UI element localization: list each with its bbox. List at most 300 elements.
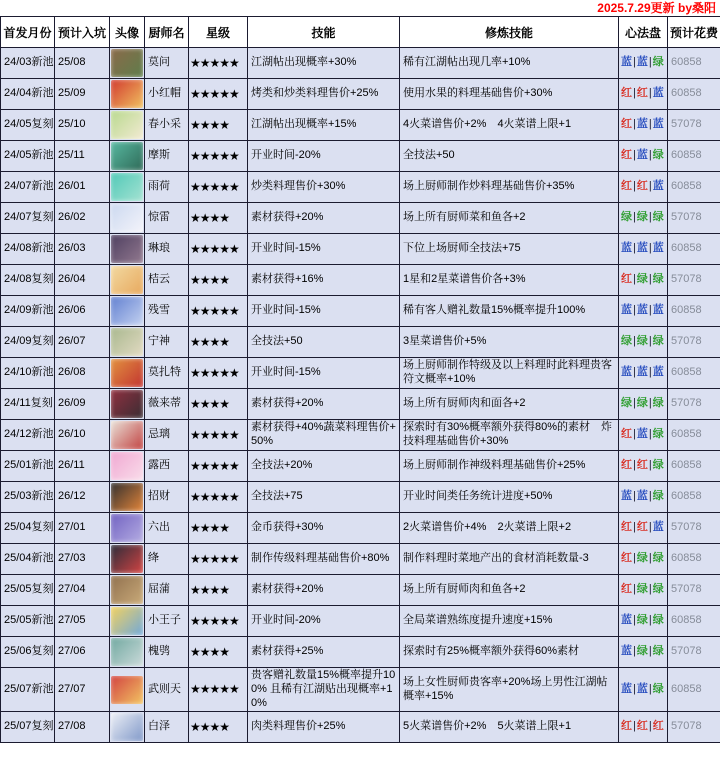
disk-color-2: 绿 (636, 552, 648, 565)
skill-cell: 素材获得+16% (248, 265, 400, 296)
star-rating-cell: ★★★★★ (189, 420, 248, 451)
chef-avatar (111, 297, 143, 325)
star-rating-cell: ★★★★★ (189, 79, 248, 110)
disk-color-2: 绿 (636, 273, 648, 286)
disk-separator: | (633, 614, 636, 627)
cost-cell: 60858 (668, 296, 720, 327)
training-skill-cell: 3星菜谱售价+5% (400, 327, 619, 358)
disk-separator: | (633, 87, 636, 100)
avatar-cell (110, 712, 145, 743)
cost-cell: 60858 (668, 48, 720, 79)
skill-cell: 开业时间-15% (248, 358, 400, 389)
training-skill-cell: 制作料理时菜地产出的食材消耗数量-3 (400, 544, 619, 575)
release-month-cell: 25/07新池 (1, 668, 55, 712)
chef-avatar (111, 483, 143, 511)
training-skill-cell: 探索时有30%概率额外获得80%的素材 炸技料理基础售价+30% (400, 420, 619, 451)
chef-row (1, 668, 720, 712)
skill-cell: 江湖帖出现概率+15% (248, 110, 400, 141)
disk-color-1: 红 (621, 583, 632, 596)
cost-cell: 60858 (668, 606, 720, 637)
disk-separator: | (648, 242, 652, 255)
disk-separator: | (633, 428, 636, 441)
mind-disk-cell (619, 172, 668, 203)
training-skill-cell: 场上所有厨师肉和面各+2 (400, 389, 619, 420)
disk-color-3: 蓝 (652, 242, 664, 255)
chef-name-cell: 忌璃 (145, 420, 189, 451)
disk-color-2: 蓝 (636, 490, 648, 503)
training-skill-cell: 场上所有厨师菜和鱼各+2 (400, 203, 619, 234)
skill-cell: 开业时间-15% (248, 296, 400, 327)
chef-name-cell: 露西 (145, 451, 189, 482)
mind-disk-cell (619, 234, 668, 265)
disk-color-2: 绿 (636, 335, 648, 348)
disk-color-2: 蓝 (636, 428, 648, 441)
star-rating-cell: ★★★★★ (189, 296, 248, 327)
chef-name-cell: 小红帽 (145, 79, 189, 110)
entry-month-cell: 27/08 (55, 712, 110, 743)
cost-cell: 60858 (668, 482, 720, 513)
chef-row (1, 265, 720, 296)
chef-row (1, 637, 720, 668)
mind-disk-cell (619, 203, 668, 234)
cost-cell: 60858 (668, 234, 720, 265)
column-header-skill: 技能 (248, 17, 400, 48)
disk-color-3: 蓝 (652, 366, 664, 379)
mind-disk-cell (619, 606, 668, 637)
disk-color-1: 红 (621, 180, 632, 193)
skill-cell: 素材获得+25% (248, 637, 400, 668)
entry-month-cell: 25/09 (55, 79, 110, 110)
skill-cell: 开业时间-20% (248, 141, 400, 172)
entry-month-cell: 26/09 (55, 389, 110, 420)
disk-color-1: 红 (621, 459, 632, 472)
entry-month-cell: 27/05 (55, 606, 110, 637)
disk-separator: | (648, 552, 652, 565)
release-month-cell: 24/03新池 (1, 48, 55, 79)
cost-cell: 60858 (668, 172, 720, 203)
disk-color-2: 红 (636, 87, 648, 100)
chef-avatar (111, 713, 143, 741)
skill-cell: 开业时间-15% (248, 234, 400, 265)
disk-color-1: 红 (621, 428, 632, 441)
disk-color-1: 红 (621, 118, 632, 131)
skill-cell: 制作传级料理基础售价+80% (248, 544, 400, 575)
avatar-cell (110, 420, 145, 451)
mind-disk-cell (619, 482, 668, 513)
column-header-avatar: 头像 (110, 17, 145, 48)
training-skill-cell: 场上厨师制作特级及以上料理时此料理贵客符文概率+10% (400, 358, 619, 389)
disk-color-1: 红 (621, 149, 632, 162)
disk-color-2: 蓝 (636, 56, 648, 69)
skill-cell: 全技法+50 (248, 327, 400, 358)
mind-disk-cell (619, 451, 668, 482)
entry-month-cell: 25/11 (55, 141, 110, 172)
chef-avatar (111, 204, 143, 232)
entry-month-cell: 26/02 (55, 203, 110, 234)
mind-disk-cell (619, 358, 668, 389)
entry-month-cell: 26/04 (55, 265, 110, 296)
chef-row (1, 482, 720, 513)
disk-color-3: 绿 (652, 614, 664, 627)
chef-row (1, 513, 720, 544)
skill-cell: 贵客赠礼数量15%概率提升100% 且稀有江湖贴出现概率+10% (248, 668, 400, 712)
cost-cell: 57078 (668, 110, 720, 141)
disk-separator: | (633, 366, 636, 379)
mind-disk-cell (619, 637, 668, 668)
star-rating-cell: ★★★★ (189, 327, 248, 358)
training-skill-cell: 场上女性厨师贵客率+20%场上男性江湖帖概率+15% (400, 668, 619, 712)
avatar-cell (110, 203, 145, 234)
chef-avatar (111, 638, 143, 666)
release-month-cell: 24/10新池 (1, 358, 55, 389)
chef-avatar (111, 359, 143, 387)
release-month-cell: 25/05新池 (1, 606, 55, 637)
disk-color-1: 蓝 (621, 304, 632, 317)
cost-cell: 57078 (668, 389, 720, 420)
disk-color-2: 蓝 (636, 304, 648, 317)
star-rating-cell: ★★★★ (189, 389, 248, 420)
disk-separator: | (648, 583, 652, 596)
disk-color-1: 蓝 (621, 645, 632, 658)
chef-avatar (111, 142, 143, 170)
disk-color-1: 红 (621, 87, 632, 100)
cost-cell: 57078 (668, 265, 720, 296)
entry-month-cell: 26/06 (55, 296, 110, 327)
disk-separator: | (648, 335, 652, 348)
chef-name-cell: 摩斯 (145, 141, 189, 172)
mind-disk-cell (619, 389, 668, 420)
disk-separator: | (648, 614, 652, 627)
chef-name-cell: 莫问 (145, 48, 189, 79)
chef-name-cell: 琳琅 (145, 234, 189, 265)
disk-color-3: 绿 (652, 56, 664, 69)
disk-color-2: 绿 (636, 397, 648, 410)
disk-separator: | (633, 118, 636, 131)
chef-row (1, 575, 720, 606)
chef-row (1, 48, 720, 79)
cost-cell: 57078 (668, 637, 720, 668)
disk-separator: | (633, 211, 636, 224)
avatar-cell (110, 389, 145, 420)
disk-color-2: 红 (636, 459, 648, 472)
chef-name-cell: 白泽 (145, 712, 189, 743)
disk-color-3: 绿 (652, 459, 664, 472)
chef-avatar (111, 421, 143, 449)
avatar-cell (110, 141, 145, 172)
release-month-cell: 24/08新池 (1, 234, 55, 265)
avatar-cell (110, 327, 145, 358)
release-month-cell: 24/12新池 (1, 420, 55, 451)
chef-row (1, 110, 720, 141)
cost-cell: 57078 (668, 712, 720, 743)
star-rating-cell: ★★★★ (189, 110, 248, 141)
training-skill-cell: 稀有江湖帖出现几率+10% (400, 48, 619, 79)
mind-disk-cell (619, 544, 668, 575)
disk-separator: | (633, 583, 636, 596)
disk-separator: | (633, 335, 636, 348)
avatar-cell (110, 172, 145, 203)
disk-separator: | (633, 273, 636, 286)
column-header-chef-name: 厨师名 (145, 17, 189, 48)
disk-separator: | (633, 645, 636, 658)
disk-color-2: 红 (636, 720, 648, 733)
disk-separator: | (633, 459, 636, 472)
chef-row (1, 203, 720, 234)
release-month-cell: 24/08复刻 (1, 265, 55, 296)
skill-cell: 江湖帖出现概率+30% (248, 48, 400, 79)
chef-table (0, 16, 720, 743)
disk-separator: | (633, 552, 636, 565)
mind-disk-cell (619, 513, 668, 544)
release-month-cell: 24/09新池 (1, 296, 55, 327)
avatar-cell (110, 48, 145, 79)
update-note: 2025.7.29更新 by桑阳 (597, 1, 716, 15)
avatar-cell (110, 513, 145, 544)
disk-color-3: 绿 (652, 273, 664, 286)
star-rating-cell: ★★★★★ (189, 451, 248, 482)
mind-disk-cell (619, 265, 668, 296)
star-rating-cell: ★★★★ (189, 575, 248, 606)
star-rating-cell: ★★★★ (189, 513, 248, 544)
chef-name-cell: 春小采 (145, 110, 189, 141)
release-month-cell: 24/05复刻 (1, 110, 55, 141)
disk-separator: | (648, 720, 652, 733)
training-skill-cell: 场上厨师制作炒料理基础售价+35% (400, 172, 619, 203)
cost-cell: 60858 (668, 79, 720, 110)
release-month-cell: 25/01新池 (1, 451, 55, 482)
star-rating-cell: ★★★★★ (189, 234, 248, 265)
entry-month-cell: 27/07 (55, 668, 110, 712)
training-skill-cell: 1星和2星菜谱售价各+3% (400, 265, 619, 296)
entry-month-cell: 26/08 (55, 358, 110, 389)
skill-cell: 炒类料理售价+30% (248, 172, 400, 203)
chef-avatar (111, 676, 143, 704)
disk-separator: | (648, 180, 652, 193)
column-header-entry-month: 预计入坑 (55, 17, 110, 48)
cost-cell: 60858 (668, 358, 720, 389)
disk-color-2: 蓝 (636, 118, 648, 131)
entry-month-cell: 27/06 (55, 637, 110, 668)
disk-separator: | (648, 118, 652, 131)
release-month-cell: 24/11复刻 (1, 389, 55, 420)
avatar-cell (110, 110, 145, 141)
disk-color-2: 蓝 (636, 242, 648, 255)
chef-avatar (111, 390, 143, 418)
skill-cell: 全技法+75 (248, 482, 400, 513)
disk-color-2: 蓝 (636, 149, 648, 162)
chef-name-cell: 六出 (145, 513, 189, 544)
disk-color-3: 绿 (652, 490, 664, 503)
chef-name-cell: 槐鸮 (145, 637, 189, 668)
disk-color-1: 蓝 (621, 242, 632, 255)
training-skill-cell: 5火菜谱售价+2% 5火菜谱上限+1 (400, 712, 619, 743)
disk-color-1: 红 (621, 720, 632, 733)
disk-color-2: 绿 (636, 614, 648, 627)
training-skill-cell: 全技法+50 (400, 141, 619, 172)
disk-color-1: 蓝 (621, 366, 632, 379)
star-rating-cell: ★★★★★ (189, 141, 248, 172)
chef-name-cell: 小王子 (145, 606, 189, 637)
skill-cell: 烤类和炒类料理售价+25% (248, 79, 400, 110)
disk-separator: | (648, 56, 652, 69)
disk-color-1: 红 (621, 521, 632, 534)
mind-disk-cell (619, 575, 668, 606)
column-header-release-month: 首发月份 (1, 17, 55, 48)
disk-color-2: 绿 (636, 211, 648, 224)
entry-month-cell: 27/01 (55, 513, 110, 544)
avatar-cell (110, 482, 145, 513)
chef-name-cell: 桔云 (145, 265, 189, 296)
column-header-cost: 预计花费 (668, 17, 720, 48)
disk-color-3: 绿 (652, 211, 664, 224)
entry-month-cell: 27/04 (55, 575, 110, 606)
skill-cell: 素材获得+20% (248, 203, 400, 234)
star-rating-cell: ★★★★ (189, 265, 248, 296)
release-month-cell: 25/05复刻 (1, 575, 55, 606)
disk-color-3: 蓝 (652, 304, 664, 317)
disk-separator: | (633, 397, 636, 410)
chef-row (1, 389, 720, 420)
cost-cell: 57078 (668, 203, 720, 234)
disk-color-2: 红 (636, 521, 648, 534)
top-bar (0, 0, 720, 16)
avatar-cell (110, 234, 145, 265)
avatar-cell (110, 544, 145, 575)
entry-month-cell: 25/08 (55, 48, 110, 79)
mind-disk-cell (619, 668, 668, 712)
disk-color-3: 绿 (652, 583, 664, 596)
mind-disk-cell (619, 48, 668, 79)
chef-row (1, 420, 720, 451)
release-month-cell: 24/05新池 (1, 141, 55, 172)
chef-row (1, 79, 720, 110)
chef-avatar (111, 452, 143, 480)
disk-color-3: 绿 (652, 552, 664, 565)
release-month-cell: 25/04复刻 (1, 513, 55, 544)
skill-cell: 素材获得+20% (248, 575, 400, 606)
release-month-cell: 25/06复刻 (1, 637, 55, 668)
star-rating-cell: ★★★★★ (189, 668, 248, 712)
training-skill-cell: 场上厨师制作神级料理基础售价+25% (400, 451, 619, 482)
chef-avatar (111, 173, 143, 201)
cost-cell: 60858 (668, 668, 720, 712)
entry-month-cell: 27/03 (55, 544, 110, 575)
disk-color-2: 蓝 (636, 366, 648, 379)
disk-color-3: 绿 (652, 682, 664, 695)
disk-color-1: 绿 (621, 335, 632, 348)
disk-separator: | (648, 273, 652, 286)
table-header-row (1, 17, 720, 48)
skill-cell: 肉类料理售价+25% (248, 712, 400, 743)
chef-row (1, 358, 720, 389)
chef-avatar (111, 607, 143, 635)
disk-separator: | (648, 682, 652, 695)
disk-separator: | (633, 521, 636, 534)
entry-month-cell: 26/11 (55, 451, 110, 482)
training-skill-cell: 探索时有25%概率额外获得60%素材 (400, 637, 619, 668)
mind-disk-cell (619, 79, 668, 110)
disk-color-3: 绿 (652, 645, 664, 658)
disk-color-3: 蓝 (652, 87, 664, 100)
disk-separator: | (633, 180, 636, 193)
skill-cell: 素材获得+40%蔬菜料理售价+50% (248, 420, 400, 451)
disk-color-1: 绿 (621, 211, 632, 224)
training-skill-cell: 4火菜谱售价+2% 4火菜谱上限+1 (400, 110, 619, 141)
disk-separator: | (648, 366, 652, 379)
chef-row (1, 606, 720, 637)
disk-color-3: 蓝 (652, 118, 664, 131)
star-rating-cell: ★★★★★ (189, 544, 248, 575)
disk-color-3: 绿 (652, 428, 664, 441)
disk-color-1: 蓝 (621, 682, 632, 695)
disk-separator: | (648, 149, 652, 162)
disk-color-2: 绿 (636, 583, 648, 596)
chef-row (1, 712, 720, 743)
disk-separator: | (633, 56, 636, 69)
disk-separator: | (633, 720, 636, 733)
chef-avatar (111, 111, 143, 139)
star-rating-cell: ★★★★★ (189, 358, 248, 389)
disk-separator: | (648, 459, 652, 472)
column-header-star-rating: 星级 (189, 17, 248, 48)
star-rating-cell: ★★★★★ (189, 172, 248, 203)
training-skill-cell: 下位上场厨师全技法+75 (400, 234, 619, 265)
star-rating-cell: ★★★★ (189, 637, 248, 668)
chef-avatar (111, 80, 143, 108)
release-month-cell: 24/07复刻 (1, 203, 55, 234)
release-month-cell: 25/07复刻 (1, 712, 55, 743)
chef-row (1, 141, 720, 172)
entry-month-cell: 26/03 (55, 234, 110, 265)
column-header-training-skill: 修炼技能 (400, 17, 619, 48)
mind-disk-cell (619, 110, 668, 141)
training-skill-cell: 2火菜谱售价+4% 2火菜谱上限+2 (400, 513, 619, 544)
disk-separator: | (633, 242, 636, 255)
disk-separator: | (633, 304, 636, 317)
column-header-mind-disk: 心法盘 (619, 17, 668, 48)
release-month-cell: 25/03新池 (1, 482, 55, 513)
release-month-cell: 24/07新池 (1, 172, 55, 203)
disk-color-1: 红 (621, 273, 632, 286)
chef-name-cell: 惊雷 (145, 203, 189, 234)
avatar-cell (110, 265, 145, 296)
disk-separator: | (648, 490, 652, 503)
training-skill-cell: 场上所有厨师肉和鱼各+2 (400, 575, 619, 606)
entry-month-cell: 26/07 (55, 327, 110, 358)
disk-color-3: 绿 (652, 335, 664, 348)
mind-disk-cell (619, 327, 668, 358)
disk-separator: | (648, 211, 652, 224)
star-rating-cell: ★★★★ (189, 203, 248, 234)
disk-separator: | (648, 645, 652, 658)
disk-color-3: 红 (652, 720, 664, 733)
skill-cell: 金币获得+30% (248, 513, 400, 544)
avatar-cell (110, 451, 145, 482)
chef-name-cell: 招财 (145, 482, 189, 513)
disk-separator: | (648, 521, 652, 534)
avatar-cell (110, 606, 145, 637)
cost-cell: 60858 (668, 451, 720, 482)
chef-row (1, 327, 720, 358)
disk-color-2: 绿 (636, 645, 648, 658)
cost-cell: 57078 (668, 327, 720, 358)
cost-cell: 60858 (668, 420, 720, 451)
disk-color-2: 蓝 (636, 682, 648, 695)
avatar-cell (110, 575, 145, 606)
chef-name-cell: 武则天 (145, 668, 189, 712)
disk-color-1: 红 (621, 552, 632, 565)
star-rating-cell: ★★★★★ (189, 48, 248, 79)
